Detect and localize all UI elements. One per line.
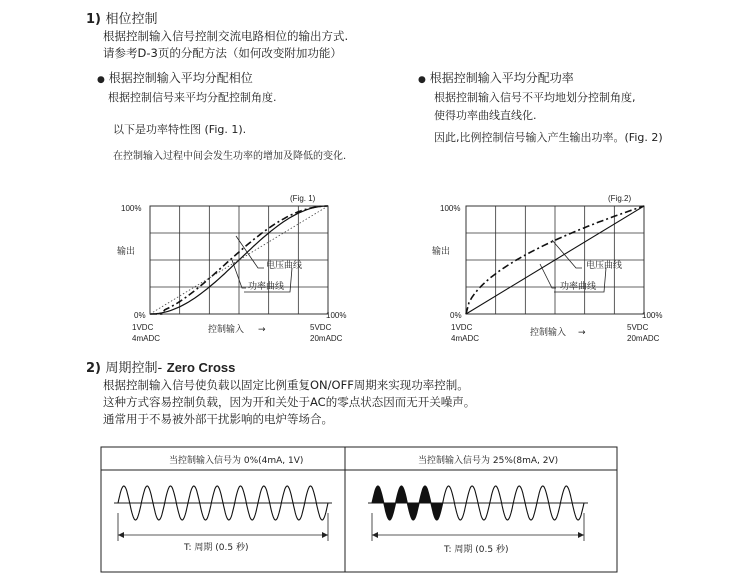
fig1-y-top: 100%: [121, 204, 142, 213]
fig1-y-axis: 输出: [117, 247, 136, 257]
left-note2: 在控制输入过程中间会发生功率的增加及降低的变化.: [113, 151, 347, 162]
section1-number: 1): [86, 12, 101, 27]
section2-number: 2): [86, 361, 101, 376]
fig2-x-right: 100%: [642, 311, 663, 320]
wave-table: [101, 447, 617, 572]
fig1-x-right: 100%: [326, 311, 347, 320]
section2-line1: 根据控制输入信号使负载以固定比例重复ON/OFF周期来实现功率控制。: [103, 378, 469, 392]
fig1-x-axis: 控制输入: [208, 325, 245, 335]
section1-title: 相位控制: [105, 12, 158, 27]
leader-line: [552, 240, 582, 268]
bullet-icon: ●: [418, 75, 426, 85]
wave-right: [368, 486, 588, 541]
section1-line2: 请参考D-3页的分配方法（如何改变附加功能）: [103, 46, 342, 60]
section2-line2: 这种方式容易控制负载，因为开和关处于AC的零点状态因而无开关噪声。: [103, 395, 476, 409]
right-desc1: 根据控制输入信号不平均地划分控制角度,: [434, 91, 636, 104]
arrow-right-icon: →: [578, 328, 586, 338]
left-heading-text: 根据控制输入平均分配相位: [108, 71, 253, 85]
fig2-power-label: 功率曲线: [560, 282, 597, 292]
fig2-y-bottom: 0%: [450, 311, 462, 320]
wave-right-caption: 当控制输入信号为 25%(8mA, 2V): [418, 456, 559, 466]
section2-line3: 通常用于不易被外部干扰影响的电炉等场合。: [103, 412, 333, 426]
section2-heading: [86, 357, 235, 376]
section2-title: 周期控制-: [105, 361, 163, 376]
fig1-x-start2: 4mADC: [132, 334, 161, 343]
fig1-x-end2: 20mADC: [310, 334, 343, 343]
left-desc: 根据控制信号来平均分配控制角度.: [108, 91, 277, 104]
wave-right-period: T: 周期 (0.5 秒): [444, 545, 509, 555]
fig2-x-end1: 5VDC: [627, 323, 649, 332]
fig2: [432, 194, 662, 343]
fig1-x-start1: 1VDC: [132, 323, 154, 332]
right-note: 因此,比例控制信号输入产生输出功率。(Fig. 2): [434, 131, 663, 144]
wave-left-caption: 当控制输入信号为 0%(4mA, 1V): [169, 456, 304, 466]
arrow-right-icon: [322, 532, 328, 538]
bullet-icon: ●: [97, 75, 105, 85]
left-note1: 以下是功率特性图 (Fig. 1).: [113, 123, 247, 136]
wave-left: [114, 486, 332, 541]
fig2-x-start1: 1VDC: [451, 323, 473, 332]
fig2-y-top: 100%: [440, 204, 461, 213]
arrow-right-icon: →: [258, 325, 266, 335]
fig2-voltage-label: 电压曲线: [586, 261, 623, 271]
wave-left-period: T: 周期 (0.5 秒): [184, 543, 249, 553]
fig1-label: (Fig. 1): [290, 194, 316, 203]
fig1: [117, 194, 346, 343]
ac-cycle: [396, 486, 420, 520]
fig2-y-axis: 输出: [432, 247, 451, 257]
fig1-voltage-label: 电压曲线: [266, 261, 303, 271]
section2-title-en: Zero Cross: [166, 360, 236, 375]
section1-line1: 根据控制输入信号控制交流电路相位的输出方式.: [103, 29, 349, 43]
right-desc2: 使得功率曲线直线化.: [434, 109, 537, 122]
ac-cycle: [419, 486, 443, 520]
arrow-right-icon: [578, 532, 584, 538]
fig2-x-end2: 20mADC: [627, 334, 660, 343]
fig1-x-end1: 5VDC: [310, 323, 332, 332]
right-heading-text: 根据控制输入平均分配功率: [429, 71, 574, 85]
fig1-power-label: 功率曲线: [248, 282, 285, 292]
fig2-x-start2: 4mADC: [451, 334, 480, 343]
fig2-label: (Fig.2): [608, 194, 632, 203]
arrow-left-icon: [372, 532, 378, 538]
arrow-left-icon: [118, 532, 124, 538]
fig2-x-axis: 控制输入: [530, 328, 567, 338]
ac-cycle: [372, 486, 396, 520]
fig1-y-bottom: 0%: [134, 311, 146, 320]
